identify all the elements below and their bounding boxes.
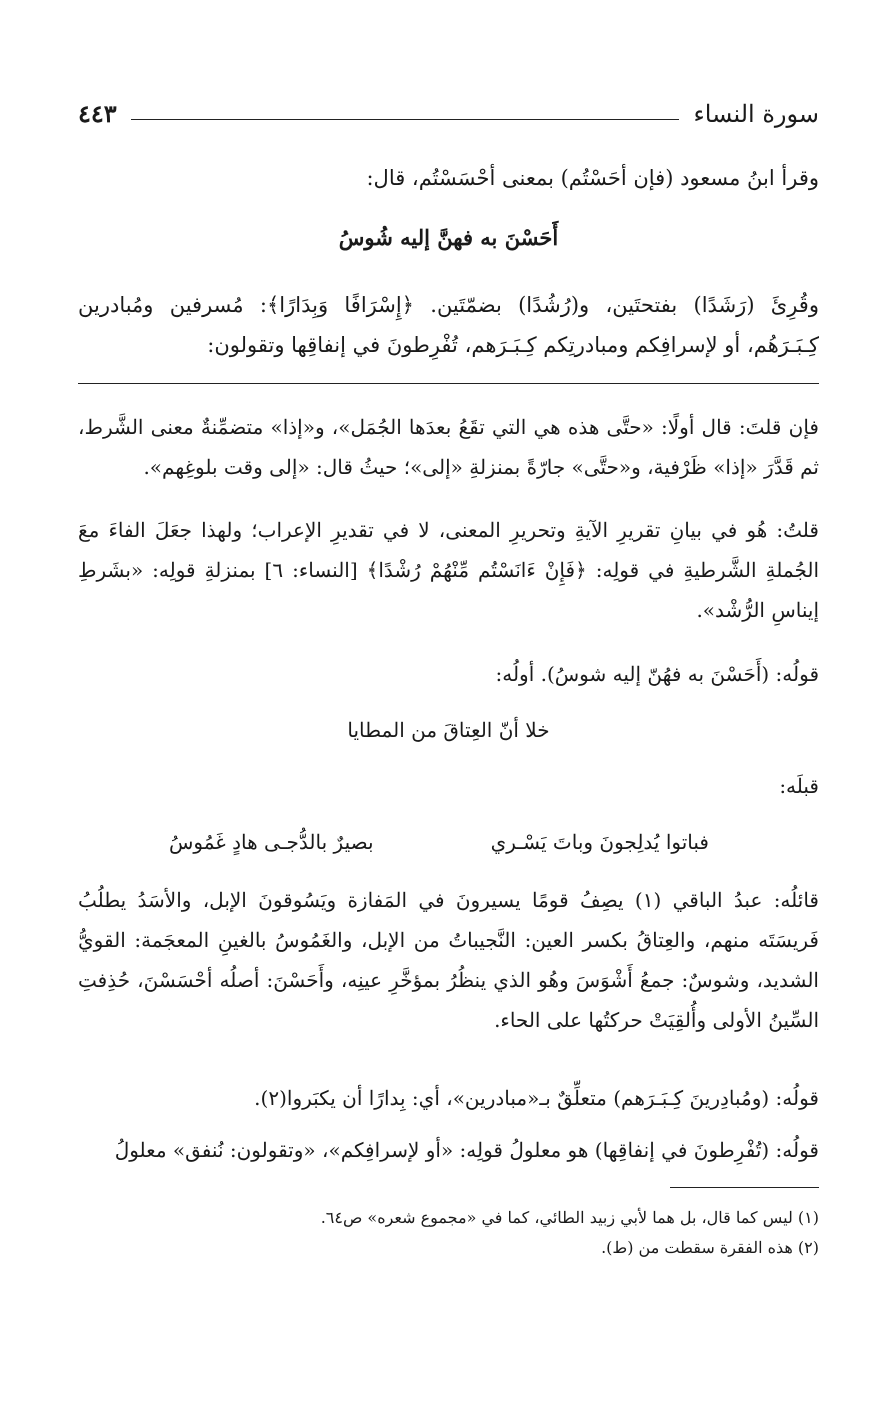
footnote-2: (٢) هذه الفقرة سقطت من (ط). [601, 1238, 819, 1257]
footnote-1: (١) ليس كما قال، بل هما لأبي زبيد الطائي، كما في «مجموع شعره» ص٦٤. [320, 1208, 819, 1227]
sura-name: سورة النساء [693, 100, 819, 128]
gloss-before-label: قبلَه: [779, 774, 819, 798]
poem-verse [169, 822, 709, 862]
gloss-tufritun: قولُه: (تُفْرِطونَ في إنفاقِها) هو معلولُ قولِه: «أو لإسرافِكم»، «وتقولون: نُنفق» معلولُ [114, 1138, 819, 1162]
verse-second-hemistich: بصيرٌ بالدُّجـى هادٍ غَمُوسُ [169, 830, 374, 854]
page-header [78, 88, 819, 128]
gloss-poet-explanation: قائلُه: عبدُ الباقي (١) يصِفُ قومًا يسيرونَ في المَفازة ويَسُوقونَ الإبل، والأسَدُ يطلُبُ فَريسَتَه منهم، والعِتاقُ بكسر العين: النَّجيباتُ من الإبل، والغَمُوسُ بالغينِ المعجَمة: القويُّ الشديد، وشوسٌ: جمعُ أَشْوَسَ وهُو الذي ينظُرُ بمؤخَّرِ عينِه، وأَحَسْنَ: أصلُه أحْسَسْنَ، حُذِفتِ السِّينُ الأولى وأُلقِيَتْ حركتُها على الحاء. [78, 888, 819, 1032]
gloss-mubadirin: قولُه: (ومُبادِرينَ كِـبَـرَهم) متعلِّقٌ بـ«مبادرين»، أي: بِدارًا أن يكبَروا(٢). [254, 1086, 819, 1110]
gloss-hemistich: خلا أنّ العِتاقَ من المطايا [347, 718, 550, 742]
verse-text: أَحَسْنَ به فهنَّ إليه شُوسُ [338, 225, 559, 250]
section-divider [78, 383, 819, 384]
footnote-rule [670, 1187, 819, 1188]
verse-first-hemistich: فباتوا يُدلِجونَ وباتَ يَسْـري [490, 830, 709, 854]
footnotes [78, 1203, 819, 1263]
gloss-answer: قلتُ: هُو في بيانِ تقريرِ الآيةِ وتحريرِ المعنى، لا في تقديرِ الإعراب؛ ولهذا جعَلَ الفاءَ معَ الجُملةِ الشَّرطيةِ في قولِه: ﴿فَإِنْ ءَانَسْتُم مِّنْهُمْ رُشْدًا﴾ [النساء: ٦] بمنزلةِ قولِه: «بشَرطِ إيناسِ الرُّشْد». [78, 518, 820, 622]
commentary-paragraph: وقُرِئَ (رَشَدًا) بفتحتَين، و(رُشُدًا) بضمّتَين. ﴿إِسْرَافًا وَبِدَارًا﴾: مُسرفين ومُبادرين كِـبَـرَهُم، أو لإسرافِكم ومبادرتِكم كِـبَـرَهم، تُفْرِطونَ في إنفاقِها وتقولون: [78, 293, 819, 357]
header-rule [131, 119, 680, 120]
gloss-question: فإن قلتَ: قال أولًا: «حتَّى هذه هي التي تقَعُ بعدَها الجُمَل»، و«إذا» متضمِّنةٌ معنى الشَّرط، ثم قَدَّرَ «إذا» ظَرْفية، و«حتَّى» جارّةً بمنزلةِ «إلى»؛ حيثُ قال: «إلى وقت بلوغِهم». [78, 415, 819, 479]
commentary-line-1: وقرأ ابنُ مسعود (فإن أحَسْتُم) بمعنى أحْسَسْتُم، قال: [366, 166, 819, 190]
page-number: ٤٤٣ [78, 99, 117, 128]
gloss-quote-line: قولُه: (أَحَسْنَ به فهُنّ إليه شوسُ). أولُه: [495, 662, 819, 686]
commentary-verse [78, 218, 819, 258]
